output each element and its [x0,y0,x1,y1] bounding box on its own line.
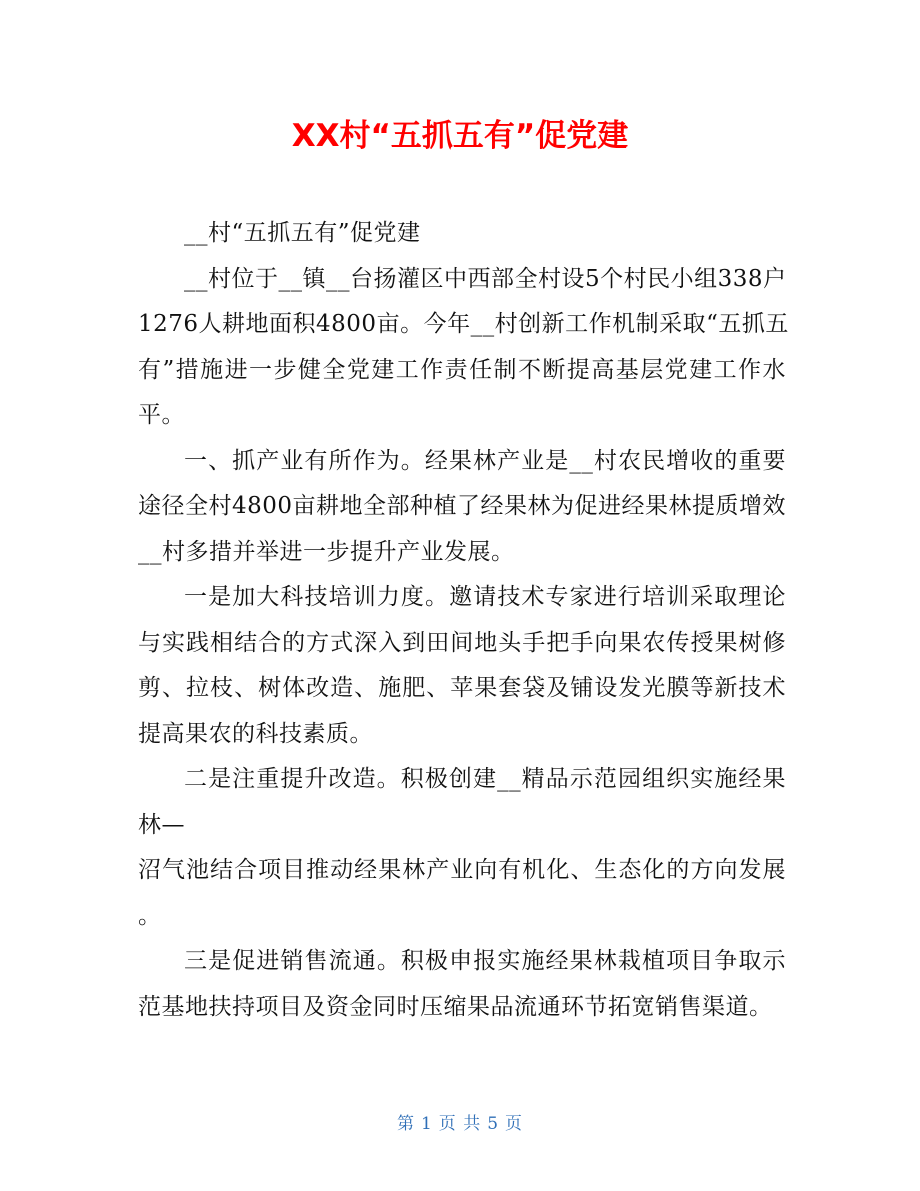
paragraph-subtitle [138,211,786,257]
text-line: 林— [138,811,185,838]
text-line: 1276人耕地面积4800亩。今年__村创新工作机制采取“五抓五 [138,311,789,337]
text-line: 一是加大科技培训力度。邀请技术专家进行培训采取理论 [184,584,786,610]
text-line: 二是注重提升改造。积极创建__精品示范园组织实施经果 [184,766,786,792]
text-line: 与实践相结合的方式深入到田间地头手把手向果农传授果树修 [138,629,786,656]
text-line: 三是促进销售流通。积极申报实施经果林栽植项目争取示 [184,948,786,974]
footer-suffix: 页 [505,1114,524,1134]
footer-total-pages: 5 [487,1114,500,1134]
paragraph-intro [138,257,789,439]
text-line: 范基地扶持项目及资金同时压缩果品流通环节拓宽销售渠道。 [138,993,773,1020]
paragraph-point-1 [138,575,786,757]
text-line: 有”措施进一步健全党建工作责任制不断提高基层党建工作水 [138,356,786,383]
text-line: 。 [138,902,162,929]
page-footer [0,1112,920,1136]
text-line: __村“五抓五有”促党建 [184,220,421,246]
paragraph-section-1 [138,439,786,576]
text-line: __村多措并举进一步提升产业发展。 [138,538,515,565]
paragraph-point-2 [138,757,786,939]
text-line: 沼气池结合项目推动经果林产业向有机化、生态化的方向发展 [138,857,786,883]
document-title: XX村“五抓五有”促党建 [291,118,629,154]
text-line: 剪、拉枝、树体改造、施肥、苹果套袋及铺设发光膜等新技术 [138,675,786,701]
footer-middle: 页 共 [438,1114,482,1134]
text-line: 途径全村4800亩耕地全部种植了经果林为促进经果林提质增效 [138,493,787,519]
document-body [138,211,789,1030]
text-line: 平。 [138,402,185,428]
text-line: 一、抓产业有所作为。经果林产业是__村农民增收的重要 [184,447,786,474]
footer-page-number: 1 [420,1114,433,1134]
text-line: __村位于__镇__台扬灌区中西部全村设5个村民小组338户 [184,265,787,292]
paragraph-point-3 [138,939,786,1030]
text-line: 提高果农的科技素质。 [138,720,373,747]
footer-prefix: 第 [396,1114,415,1134]
